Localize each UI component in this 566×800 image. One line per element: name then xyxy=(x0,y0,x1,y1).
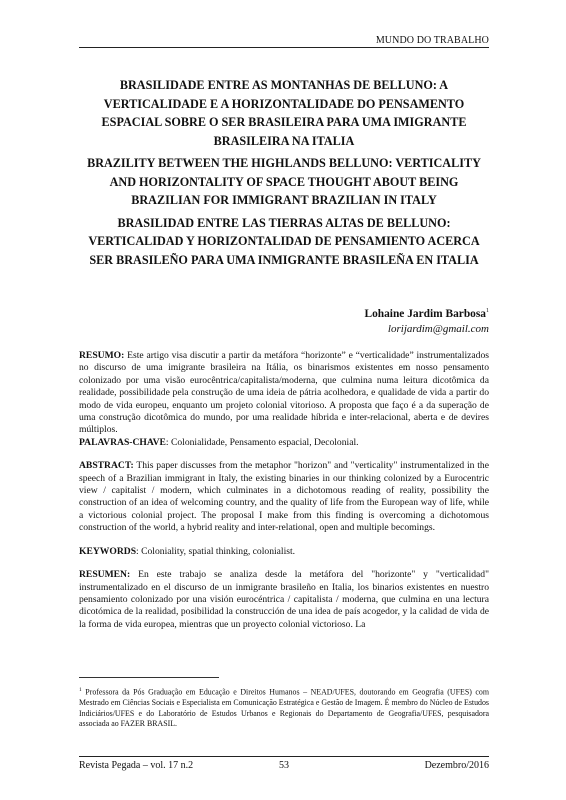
title-english: BRAZILITY BETWEEN THE HIGHLANDS BELLUNO: VERTICALITY AND HORIZONTALITY OF SPACE THOUGHT ABOUT BEING BRAZILIAN FOR IMMIGRANT BRAZILIAN IN ITALY xyxy=(87,156,481,207)
resumo-paragraph xyxy=(79,350,489,437)
keywords-text: : Coloniality, spatial thinking, colonialist. xyxy=(136,545,296,557)
page-footer xyxy=(79,756,489,774)
footer-row xyxy=(79,760,489,774)
author-footnote-mark[interactable]: 1 xyxy=(486,308,489,315)
section-label: MUNDO DO TRABALHO xyxy=(375,35,489,46)
journal-citation: Revista Pegada – vol. 17 n.2 xyxy=(79,760,194,771)
title-portuguese: BRASILIDADE ENTRE AS MONTANHAS DE BELLUNO: A VERTICALIDADE E A HORIZONTALIDADE DO PENSAMENTO ESPACIAL SOBRE O SER BRASILEIRA PARA UMA IMIGRANTE BRASILEIRA NA ITALIA xyxy=(101,78,467,148)
author-email[interactable]: lorijardim@gmail.com xyxy=(387,323,489,335)
footer-rule xyxy=(79,756,489,757)
title-block xyxy=(79,76,489,273)
page-header xyxy=(0,0,566,52)
palavras-chave-label: PALAVRAS-CHAVE xyxy=(79,436,166,448)
resumen-text: En este trabajo se analiza desde la metáfora del "horizonte" y "verticalidad" instrumentalizado en el discurso de un inmigrante brasileño en Italia, los binarios existentes en nuestro pensamiento colonizado por una visión eurocéntrica / capitalista / moderna, que culmina en una lectura dicotómica de la realidad, posibilidad la construcción de una idea de país acogedor, y la calidad de vida de la forma de vida europea, mientras que un proyecto colonial victorioso. La xyxy=(79,569,489,630)
spacer xyxy=(79,535,489,546)
author-name-text: Lohaine Jardim Barbosa xyxy=(364,308,486,320)
resumo-text: Este artigo visa discutir a partir da metáfora “horizonte” e “verticalidade” instrumentalizados no discurso de uma imigrante brasileira na Itália, os binarismos existentes em nosso pensamento colonizado por uma visão eurocêntrica/capitalista/moderna, que culmina numa leitura dicotômica da realidade, possibilidade pela construção de uma ideia de pátria acolhedora, e qualidade de vida a partir do modo de vida europeu, enquanto um projeto colonial vitorioso. A proposta que faço é a da superação de uma construção dicotômica do mundo, por uma realidade híbrida e inter-relacional, aberta e de devires múltiplos. xyxy=(79,350,489,436)
title-spanish: BRASILIDAD ENTRE LAS TIERRAS ALTAS DE BELLUNO: VERTICALIDAD Y HORIZONTALIDAD DE PENSAMIENTO ACERCA SER BRASILEÑO PARA UMA INMIGRANTE BRASILEÑA EN ITALIA xyxy=(88,215,480,267)
spacer xyxy=(79,449,489,460)
abstract-paragraph xyxy=(79,460,489,534)
resumo-label: RESUMO: xyxy=(79,350,125,361)
footnote-area xyxy=(79,677,489,730)
resumen-paragraph xyxy=(79,569,489,631)
palavras-chave-text: : Colonialidade, Pensamento espacial, Decolonial. xyxy=(165,436,359,448)
footnote-mark: 1 xyxy=(79,687,82,693)
footnote xyxy=(79,685,489,730)
author-block xyxy=(364,308,489,335)
abstracts-body xyxy=(79,350,489,631)
abstract-label: ABSTRACT: xyxy=(79,460,134,472)
keywords-label: KEYWORDS xyxy=(79,545,137,557)
resumen-label: RESUMEN: xyxy=(79,569,131,581)
abstract-text: This paper discusses from the metaphor "horizon" and "verticality" instrumentalized in the speech of a Brazilian immigrant in Italy, the existing binaries in our thinking colonized by a Eurocentric view / capitalist / modern, which culminates in a dichotomous reading of reality, possibility the construction of an idea of welcoming country, and the quality of life from the European way of life, while a victorious colonial project. The proposal I make from this finding is overcoming a dichotomous construction of the world, a hybrid reality and inter-relational, open and multiple becomings. xyxy=(79,460,489,534)
author-name xyxy=(364,308,489,320)
footnote-text: Professora da Pós Graduação em Educação e Direitos Humanos – NEAD/UFES, doutorando em Geografia (UFES) com Mestrado em Ciências Sociais e Especialista em Comunicação Estratégica e Gestão de Imagem. É membro do Núcleo de Estudos Indiciários/UFES e do Laboratório de Estudos Urbanos e Regionais do Departamento de Geografia/UFES, pesquisadora associada ao FAZER BRASIL. xyxy=(79,687,489,729)
footnote-rule xyxy=(79,677,219,678)
header-rule xyxy=(79,47,489,48)
issue-date: Dezembro/2016 xyxy=(424,760,489,771)
spacer xyxy=(79,558,489,569)
page-number: 53 xyxy=(279,760,289,771)
keywords-paragraph xyxy=(79,546,489,558)
palavras-chave-paragraph xyxy=(79,437,489,449)
